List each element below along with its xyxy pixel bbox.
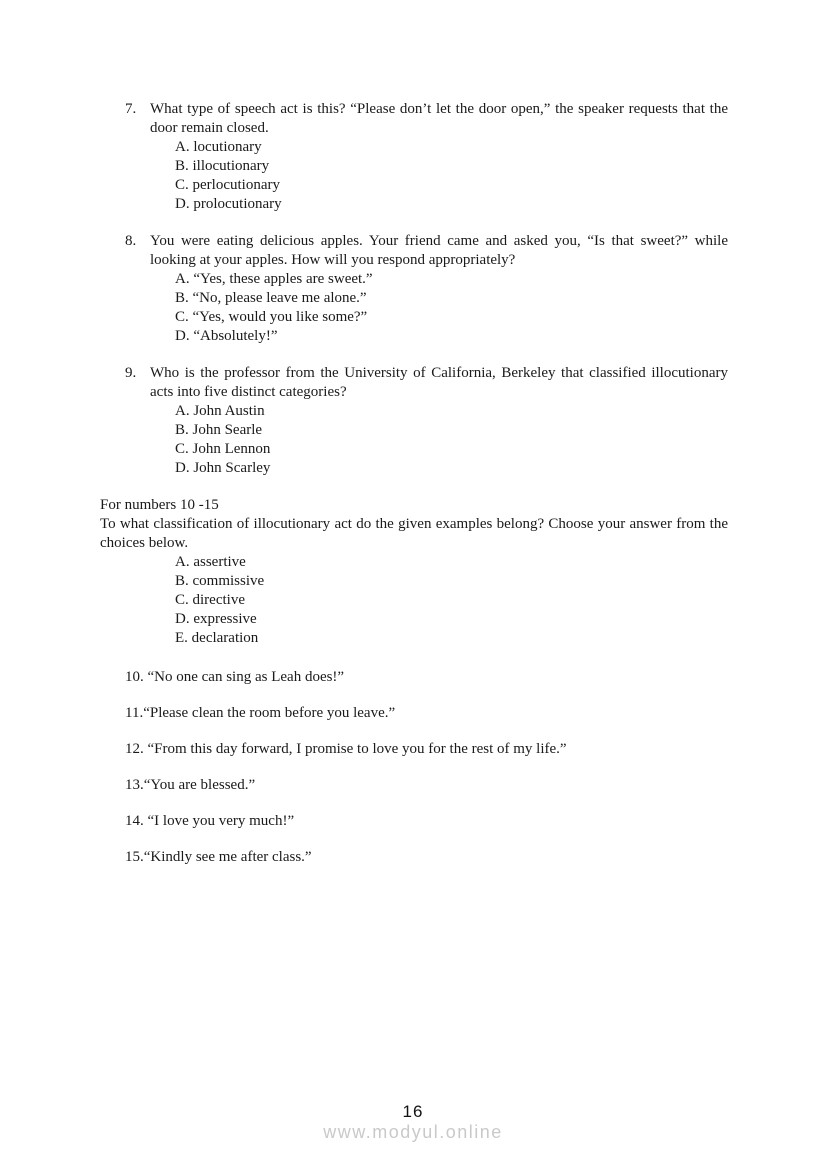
question-number: 9. (125, 365, 137, 381)
option-a: A. locutionary (175, 139, 262, 155)
question-text: Who is the professor from the University of California, Berkeley that classified illocutionary acts into five distinct categories? (150, 365, 728, 400)
section-heading: For numbers 10 -15 (100, 497, 219, 513)
quote-item-15: 15.“Kindly see me after class.” (125, 849, 312, 865)
watermark-text: www.modyul.online (323, 1122, 503, 1142)
question-text: What type of speech act is this? “Please don’t let the door open,” the speaker requests that the door remain closed. (150, 101, 728, 136)
quote-item-13: 13.“You are blessed.” (125, 777, 256, 793)
question-number: 8. (125, 233, 137, 249)
section-10-15 (100, 496, 728, 648)
question-text: You were eating delicious apples. Your friend came and asked you, “Is that sweet?” while looking at your apples. How will you respond appropriately? (150, 233, 728, 268)
question-9 (125, 364, 728, 478)
option-d: D. John Scarley (175, 460, 271, 476)
question-body (150, 232, 728, 346)
question-number: 7. (125, 101, 137, 117)
choices-list (175, 553, 728, 648)
option-b: B. “No, please leave me alone.” (175, 290, 367, 306)
choice-d: D. expressive (175, 611, 257, 627)
options-list (175, 138, 728, 214)
choice-b: B. commissive (175, 573, 265, 589)
option-d: D. prolocutionary (175, 196, 282, 212)
quote-item-10: 10. “No one can sing as Leah does!” (125, 669, 345, 685)
options-list (175, 402, 728, 478)
choice-a: A. assertive (175, 554, 246, 570)
quote-item-11: 11.“Please clean the room before you leave.” (125, 705, 396, 721)
question-8 (125, 232, 728, 346)
choice-e: E. declaration (175, 630, 259, 646)
choice-c: C. directive (175, 592, 245, 608)
option-a: A. John Austin (175, 403, 265, 419)
quote-item-12: 12. “From this day forward, I promise to love you for the rest of my life.” (125, 741, 567, 757)
option-d: D. “Absolutely!” (175, 328, 278, 344)
question-body (150, 100, 728, 214)
question-body (150, 364, 728, 478)
question-7 (125, 100, 728, 214)
page-content (100, 100, 728, 884)
option-c: C. perlocutionary (175, 177, 280, 193)
option-c: C. John Lennon (175, 441, 271, 457)
page-number: 16 (402, 1102, 424, 1121)
options-list (175, 270, 728, 346)
section-instruction: To what classification of illocutionary act do the given examples belong? Choose your answer from the choices below. (100, 516, 728, 551)
option-b: B. illocutionary (175, 158, 270, 174)
option-b: B. John Searle (175, 422, 263, 438)
option-c: C. “Yes, would you like some?” (175, 309, 368, 325)
option-a: A. “Yes, these apples are sweet.” (175, 271, 373, 287)
quote-item-14: 14. “I love you very much!” (125, 813, 295, 829)
